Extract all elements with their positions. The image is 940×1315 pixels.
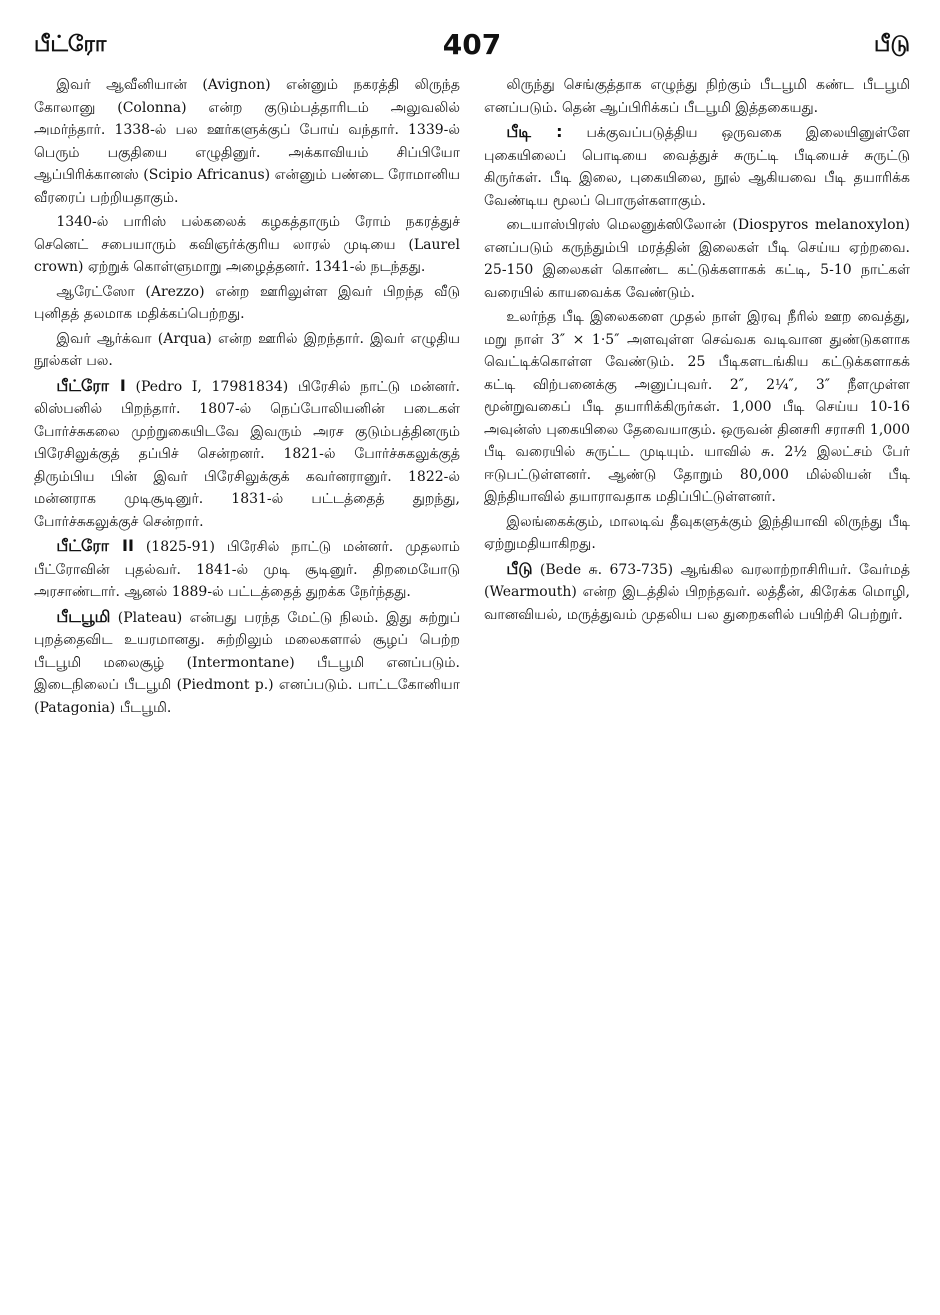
paragraph — [484, 74, 910, 119]
paragraph-text: (Bede சு. 673-735) ஆங்கில வரலாற்றாசிரியர். வேர்மத் (Wearmouth) என்ற இடத்தில் பிறந்தவர். லத்தீன், கிரேக்க மொழி, வானவியல், மருத்துவம் முதலிய பல துறைகளில் பயிற்சி பெற்றுர். — [484, 561, 910, 623]
paragraph-text: (1825-91) பிரேசில் நாட்டு மன்னர். முதலாம் பீட்ரோவின் புதல்வர். 1841-ல் முடி சூடினுர். திறமையோடு அரசாண்டார். ஆனல் 1889-ல் பட்டத்தைத் துறக்க நேர்ந்தது. — [34, 539, 460, 600]
page-header — [34, 28, 910, 74]
paragraph — [34, 535, 460, 604]
entry-title: பீட்ரோ I — [56, 375, 126, 395]
paragraph-text: இவர் ஆர்க்வா (Arqua) என்ற ஊரில் இறந்தார். இவர் எழுதிய நூல்கள் பல. — [34, 330, 460, 369]
entry-title: பீட்ரோ II — [56, 536, 134, 555]
left-column — [34, 74, 460, 1304]
paragraph-text: இலங்கைக்கும், மாலடிவ் தீவுகளுக்கும் இந்தியாவி லிருந்து பீடி ஏற்றுமதியாகிறது. — [484, 513, 910, 552]
entry-title: பீடபூமி — [56, 606, 111, 626]
paragraph-text: ஆரேட்ஸோ (Arezzo) என்ற ஊரிலுள்ள இவர் பிறந்த வீடு புனிதத் தலமாக மதிக்கப்பெற்றது. — [34, 283, 460, 322]
entry-title: பீடு — [506, 558, 533, 578]
paragraph-text: பக்குவப்படுத்திய ஒருவகை இலையினுள்ளே புகையிலைப் பொடியை வைத்துச் சுருட்டி பீடியைச் சுருட்டு கிருர்கள். பீடி இலை, புகையிலை, நூல் ஆகியவை பீடி தயாரிக்க வேண்டிய மூலப் பொருள்களாகும். — [484, 125, 910, 209]
paragraph-text: (Pedro I, 17981834) பிரேசில் நாட்டு மன்னர். லிஸ்பனில் பிறந்தார். 1807-ல் நெப்போலியனின் படைகள் போர்ச்சுகலை முற்றுகையிடவே இவரும் அரச குடும்பத்தினரும் பிரேசிலுக்குத் தப்பிச் சென்றனர். 1821-ல் போர்ச்சுகலுக்குத் திரும்பிய பின் இவர் பிரேசிலுக்குக் கவர்னரானுர். 1822-ல் மன்னராக முடிசூடினுர். 1831-ல் பட்டத்தைத் துறந்து, போர்ச்சுகலுக்குச் சென்றார். — [34, 378, 460, 530]
paragraph — [484, 214, 910, 304]
paragraph — [34, 375, 460, 534]
paragraph — [34, 211, 460, 279]
paragraph-text: இவர் ஆவீனியான் (Avignon) என்னும் நகரத்தி லிருந்த கோலானு (Colonna) என்ற குடும்பத்தாரிடம் அலுவலில் அமர்ந்தார். 1338-ல் பல ஊர்களுக்குப் போய் வந்தார். 1339-ல் பெரும் பகுதியை எழுதினுர். அக்காவியம் சிப்பியோ ஆப்பிரிக்கானஸ் (Scipio Africanus) என்னும் பண்டை ரோமானிய வீரரைப் பற்றியதாகும். — [34, 77, 460, 206]
paragraph — [484, 306, 910, 509]
running-head-left: பீட்ரோ — [34, 32, 107, 57]
paragraph-text: 1340-ல் பாரிஸ் பல்கலைக் கழகத்தாரும் ரோம் நகரத்துச் செனெட் சபையாரும் கவிஞர்க்குரிய லாரல் முடியை (Laurel crown) ஏற்றுக் கொள்ளுமாறு அழைத்தனர். 1341-ல் நடந்தது. — [34, 214, 460, 275]
entry-title: பீடி : — [506, 122, 563, 141]
paragraph-text: (Plateau) என்பது பரந்த மேட்டு நிலம். இது சுற்றுப் புறத்தைவிட உயரமானது. சுற்றிலும் மலைகளால் சூழப் பெற்ற பீடபூமி மலைசூழ் (Intermontane) பீடபூமி எனப்படும். இடைநிலைப் பீடபூமி (Piedmont p.) எனப்படும். பாட்டகோனியா (Patagonia) பீடபூமி. — [34, 609, 460, 716]
paragraph-text: லிருந்து செங்குத்தாக எழுந்து நிற்கும் பீடபூமி கண்ட பீடபூமி எனப்படும். தென் ஆப்பிரிக்கப் பீடபூமி இத்தகையது. — [484, 77, 910, 116]
paragraph — [34, 281, 460, 326]
paragraph-text: உலர்ந்த பீடி இலைகளை முதல் நாள் இரவு நீரில் ஊற வைத்து, மறு நாள் 3″ × 1·5″ அளவுள்ள செவ்வக வடிவான துண்டுகளாக வெட்டிக்கொள்ள வேண்டும். 25 பீடிகளடங்கிய கட்டுக்களாகக் கட்டி விற்பனைக்கு அனுப்புவர். 2″, 2¼″, 3″ நீளமுள்ள மூன்றுவகைப் பீடி தயாரிக்கிருர்கள். 1,000 பீடி செய்ய 10-16 அவுன்ஸ் புகையிலை தேவையாகும். ஒருவன் தினசரி சராசரி 1,000 பீடி வரையில் சுருட்ட முடியும். யாவில் சு. 2½ இலட்சம் பேர் ஈடுபட்டுள்ளனர். ஆண்டு தோறும் 80,000 மில்லியன் பீடி இந்தியாவில் தயாராவதாக மதிப்பிட்டுள்ளனர். — [484, 309, 910, 505]
running-head-right: பீடு — [873, 32, 910, 57]
paragraph — [484, 121, 910, 212]
page-number: 407 — [442, 28, 502, 61]
text-columns — [34, 74, 910, 1304]
paragraph-text: டையாஸ்பிரஸ் மெலனுக்ஸிலோன் (Diospyros melanoxylon) எனப்படும் கருந்தும்பி மரத்தின் இலைகள் பீடி செய்ய ஏற்றவை. 25-150 இலைகள் கொண்ட கட்டுக்களாகக் கட்டி, 5-10 நாட்கள் வரையில் காயவைக்க வேண்டும். — [484, 217, 910, 301]
paragraph — [34, 606, 460, 720]
paragraph — [34, 328, 460, 373]
paragraph — [484, 558, 910, 627]
paragraph — [34, 74, 460, 209]
right-column — [484, 74, 910, 1304]
paragraph — [484, 511, 910, 556]
